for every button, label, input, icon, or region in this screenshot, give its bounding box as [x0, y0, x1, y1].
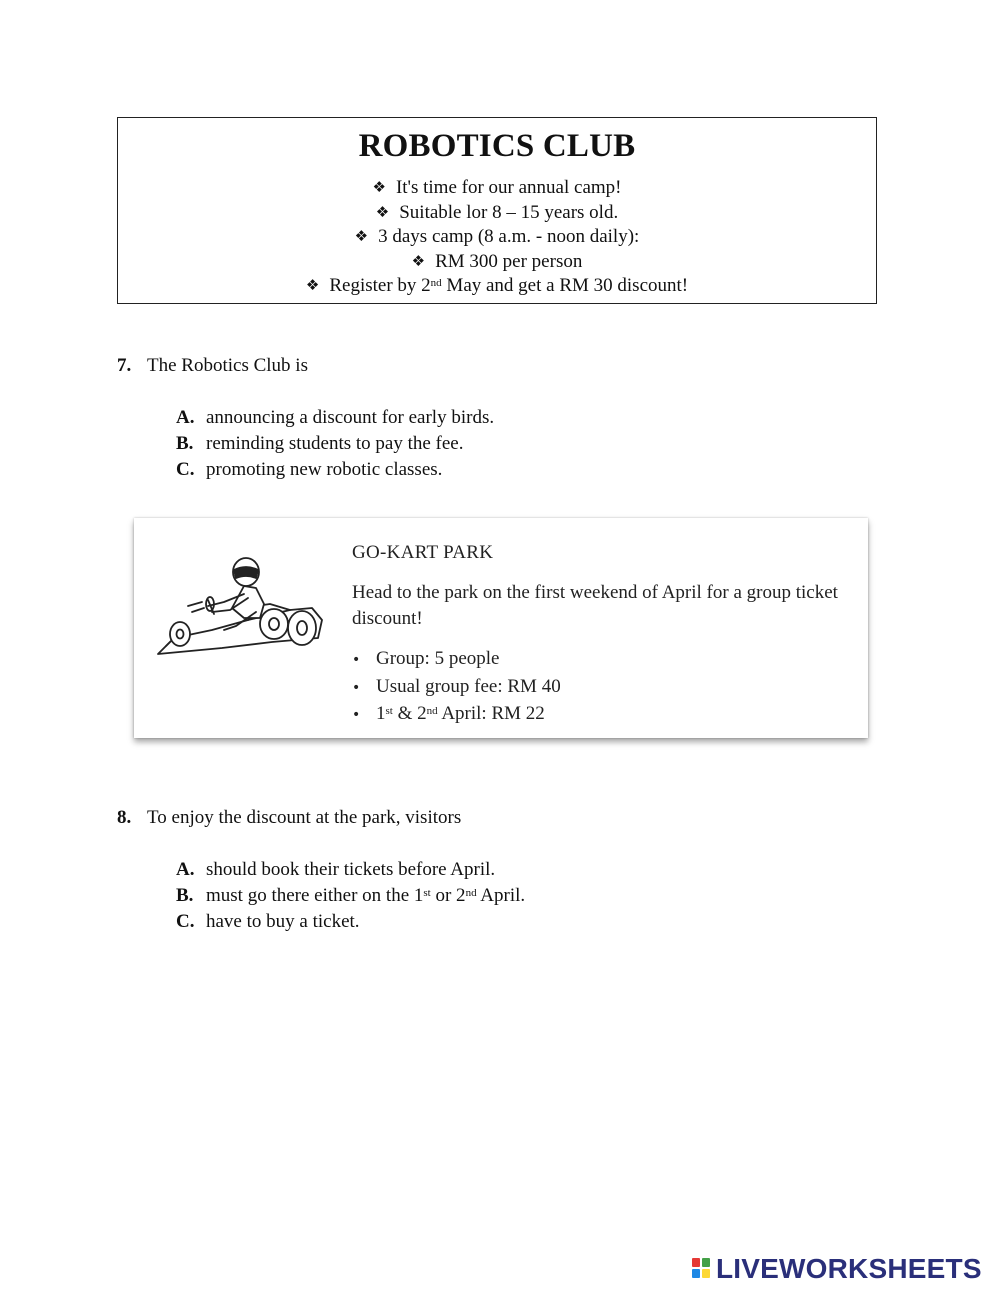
diamond-bullet-icon: ❖	[372, 178, 386, 196]
go-kart-advert	[134, 518, 868, 738]
question-number: 7.	[117, 355, 132, 376]
notice-item: ❖ It's time for our annual camp!	[372, 177, 622, 198]
diamond-bullet-icon: ❖	[411, 251, 426, 270]
question-7-options	[176, 405, 494, 483]
kart-title: GO-KART PARK	[352, 542, 494, 563]
question-stem: To enjoy the discount at the park, visitors	[147, 807, 462, 828]
diamond-bullet-icon: ❖	[305, 276, 320, 294]
kart-list	[352, 646, 561, 729]
go-kart-illustration	[152, 546, 332, 666]
notice-item: ❖ Suitable lor 8 – 15 years old.	[375, 201, 619, 223]
liveworksheets-logo[interactable]	[692, 1254, 992, 1284]
kart-list-item: • Group: 5 people	[352, 646, 561, 674]
notice-item: ❖ 3 days camp (8 a.m. - noon daily):	[354, 226, 640, 247]
option-a[interactable]: A. should book their tickets before April.	[176, 859, 496, 880]
kart-list-item: • 1st & 2nd April: RM 22	[352, 701, 561, 729]
diamond-bullet-icon: ❖	[354, 227, 369, 245]
question-number: 8.	[117, 807, 132, 828]
logo-square	[692, 1269, 700, 1278]
question-7	[117, 354, 308, 378]
option-b[interactable]: B. reminding students to pay the fee.	[176, 433, 464, 454]
diamond-bullet-icon: ❖	[375, 202, 390, 221]
notice-title: ROBOTICS CLUB	[358, 128, 636, 164]
question-8-options	[176, 857, 525, 935]
logo-icon	[692, 1258, 712, 1280]
option-c[interactable]: C. have to buy a ticket.	[176, 911, 360, 932]
notice-item: ❖ RM 300 per person	[411, 250, 583, 272]
question-8	[117, 806, 461, 830]
option-a[interactable]: A. announcing a discount for early birds.	[176, 407, 495, 428]
robotics-club-notice	[117, 117, 877, 304]
logo-square	[692, 1258, 700, 1267]
kart-description: Head to the park on the first weekend of April for a group ticket discount!	[352, 582, 838, 629]
logo-square	[702, 1269, 710, 1278]
kart-list-item: • Usual group fee: RM 40	[352, 674, 561, 702]
option-b[interactable]: B. must go there either on the 1st or 2nd April.	[176, 885, 526, 906]
notice-list	[118, 176, 876, 299]
logo-text: LIVEWORKSHEETS	[716, 1253, 982, 1284]
question-stem: The Robotics Club is	[147, 355, 308, 376]
logo-square	[702, 1258, 710, 1267]
option-c[interactable]: C. promoting new robotic classes.	[176, 459, 443, 480]
notice-item: ❖ Register by 2nd May and get a RM 30 discount!	[305, 275, 689, 296]
